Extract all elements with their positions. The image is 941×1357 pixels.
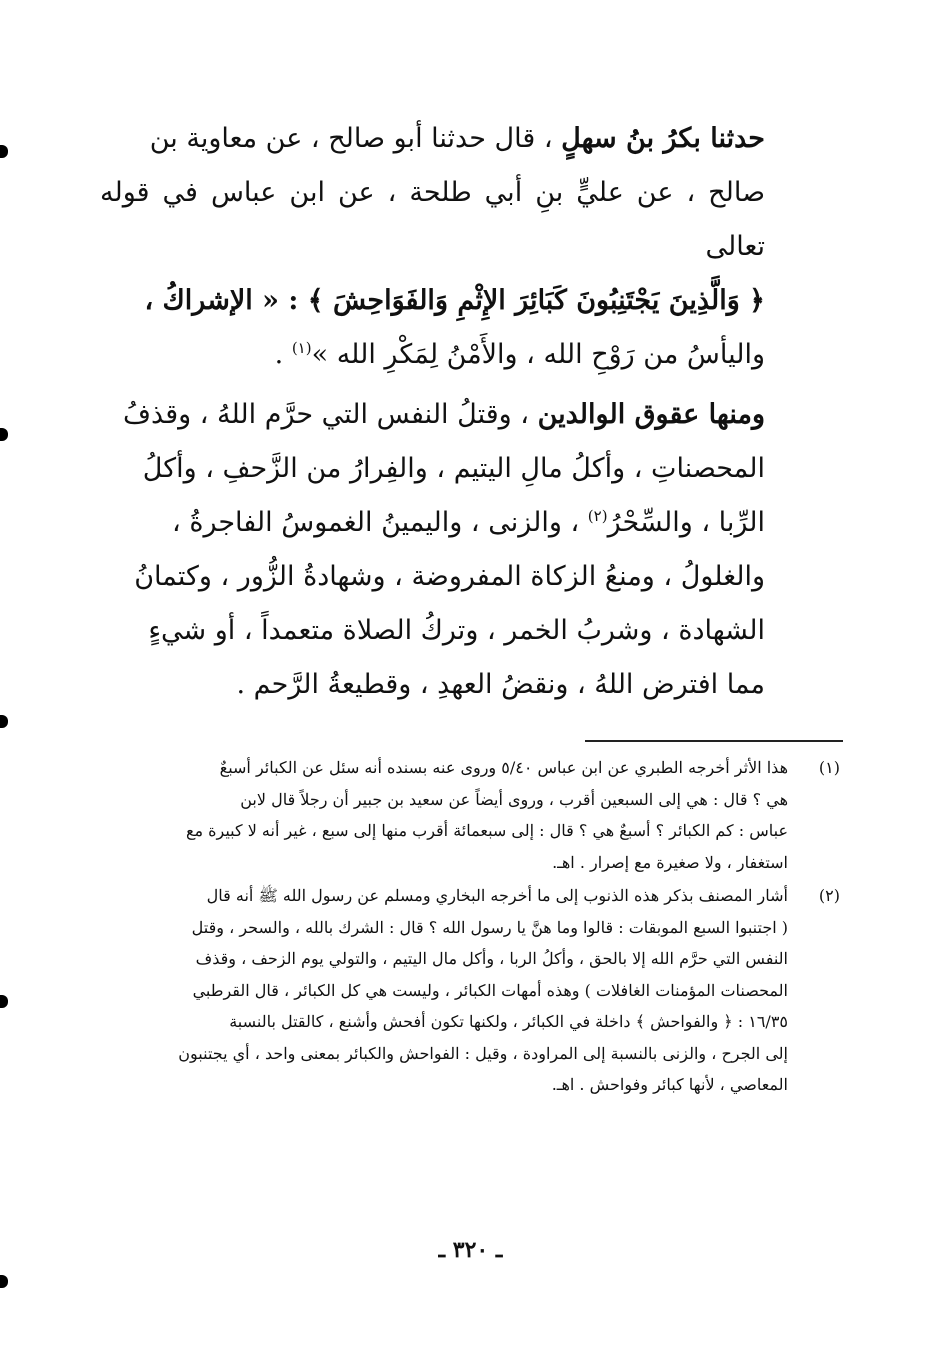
footnote-line: هذا الأثر أخرجه الطبري عن ابن عباس ٥/٤٠ وروى عنه بسنده أنه سئل عن الكبائر أسبعٌ (219, 758, 788, 777)
text-line: ، قال حدثنا أبو صالح ، عن معاوية بن (149, 123, 553, 154)
text-line: الشهادة ، وشربُ الخمر ، وتركُ الصلاة متعمداً ، أو شيءٍ (148, 615, 765, 646)
quran-verse-line: ﴿ وَالَّذِينَ يَجْتَنِبُونَ كَبَائِرَ الإِثْمِ وَالفَوَاحِشَ ﴾ : « الإشراكُ ، (144, 285, 765, 316)
footnote-line: عباس : كم الكبائر ؟ أسبعٌ هي ؟ قال : إلى سبعمائة أقرب منها إلى سبع ، غير أنه لا كبيرة مع (185, 821, 788, 840)
text-line: المحصناتِ ، وأكلُ مالِ اليتيم ، والفِرارُ من الزَّحفِ ، وأكلُ (142, 453, 765, 484)
footnote-line: هي ؟ قال : هي إلى السبعين أقرب ، وروى أيضاً عن سعيد بن جبير أن رجلاً قال لابن (240, 789, 788, 809)
text-line: ، وقتلُ النفس التي حرَّم اللهُ ، وقذفُ (123, 399, 529, 430)
section-lead: ومنها عقوق الوالدين (537, 399, 765, 430)
footnotes (100, 752, 840, 1103)
text-line: الرِّبا ، والسِّحْرُ (607, 507, 765, 538)
paragraph-1 (100, 112, 765, 382)
footnote-line: ١٦/٣٥ : ﴿ والفواحش ﴾ داخلة في الكبائر ، ولكنها تكون أفحش وأشنع ، كالقتل بالنسبة (229, 1012, 788, 1031)
binding-mark (0, 715, 8, 728)
text-line: والغلولُ ، ومنعُ الزكاة المفروضة ، وشهادةُ الزُّور ، وكتمانُ (134, 561, 765, 592)
binding-mark (0, 995, 8, 1008)
footnote-line: أشار المصنف بذكر هذه الذنوب إلى ما أخرجه البخاري ومسلم عن رسول الله ﷺ أنه قال (206, 886, 788, 905)
footnote-number: (٢) (818, 886, 840, 905)
text-line: مما افترض اللهُ ، ونقضُ العهدِ ، وقطيعةُ الرَّحم . (236, 669, 765, 700)
footnote-line: ( اجتنبوا السبع الموبقات : قالوا وما هنَّ يا رسول الله ؟ قال : الشرك بالله ، والسحر ، وقتل (191, 917, 788, 937)
text-line: واليأسُ من رَوْحِ الله ، والأَمْنُ لِمَكْرِ الله » (311, 339, 765, 370)
footnote-body (100, 752, 788, 878)
narrator-lead: حدثنا بكرُ بنُ سهلٍ (561, 123, 765, 154)
footnote-line: المعاصي ، لأنها كبائر وفواحش . اهـ. (551, 1075, 788, 1094)
footnote-1 (100, 752, 840, 878)
footnote-ref-1: (١) (291, 339, 312, 357)
text-line-end: . (274, 339, 292, 370)
text-line: ، والزنى ، واليمينُ الغموسُ الفاجرةُ ، (172, 507, 580, 538)
footnote-line: استغفار ، ولا صغيرة مع إصرار . اهـ. (552, 852, 788, 872)
footnote-line: النفس التي حرَّم الله إلا بالحق ، وأكلُ الربا ، وأكل مال اليتيم ، والتولي يوم الزحف ، وقذف (195, 949, 788, 968)
footnote-body (100, 880, 788, 1101)
text-line: صالح ، عن عليٍّ بنِ أبي طلحة ، عن ابن عباس في قوله تعالى (100, 177, 765, 262)
footnote-ref-2: (٢) (587, 507, 608, 525)
footnote-line: إلى الجرح ، والزنى بالنسبة إلى المراودة ، وقيل : الفواحش والكبائر بمعنى واحد ، أي يجتنبون (178, 1043, 788, 1063)
footnote-number: (١) (818, 758, 840, 777)
main-text (100, 112, 765, 712)
binding-mark (0, 428, 8, 441)
page-number: ـ ٣٢٠ ـ (438, 1237, 503, 1263)
footnote-line: المحصنات المؤمنات الغافلات ) وهذه أمهات الكبائر ، وليست هي كل الكبائر ، قال القرطبي (192, 980, 788, 1000)
binding-mark (0, 145, 8, 158)
footnote-separator (585, 740, 843, 742)
footnote-2 (100, 880, 840, 1101)
binding-mark (0, 1275, 8, 1288)
paragraph-2 (100, 388, 765, 712)
